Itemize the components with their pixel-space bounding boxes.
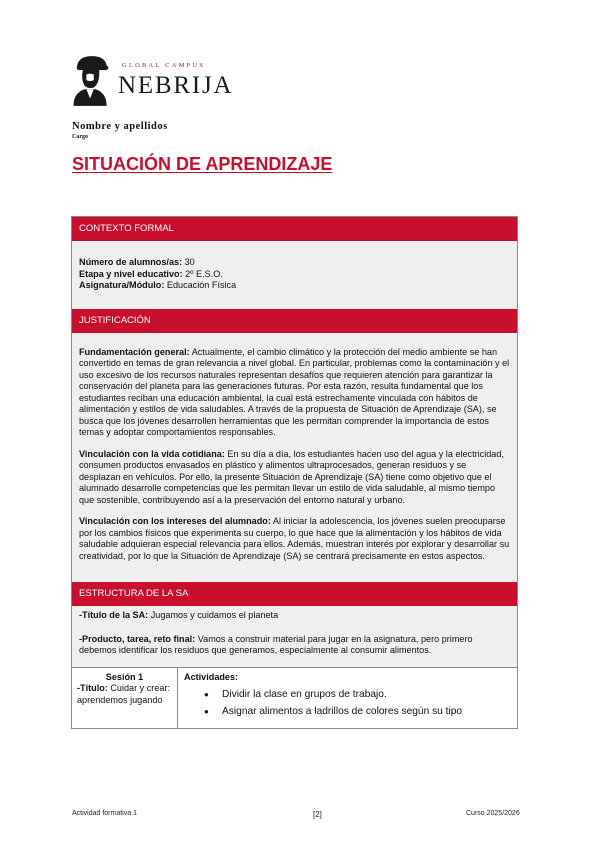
paragraph-text: En su día a día, los estudiantes hacen uso del agua y la electricidad, consumen productos envasados en plástico y alimentos ultraprocesados, generan residuos y se desplazan en vehículos. Por ello, la presente Situación de Aprendizaje (SA) tiene como objetivo que el alumnado desarrolle competencias que les permitan llevar un estilo de vida saludable, al mismo tiempo que sostenible, contribuyendo así a la preservación del entorno natural y urbano. bbox=[79, 448, 504, 505]
paragraph-text: Al iniciar la adolescencia, los jóvenes suelen preocuparse por los cambios físicos que experimenta su cuerpo, lo que hace que la alimentación y los hábitos de vida saludable adquieran especial relevancia para ellos. Además, muestran interés por explorar y desarrollar su creatividad, por lo que la Situación de Aprendizaje (SA) se centrará precisamente en estos aspectos. bbox=[79, 516, 510, 561]
nebrija-bust-logo bbox=[68, 52, 114, 110]
producto-label: -Producto, tarea, reto final: bbox=[79, 633, 196, 644]
contexto-section bbox=[72, 241, 517, 309]
estructura-heading: ESTRUCTURA DE LA SA bbox=[72, 582, 517, 606]
page-number: [2] bbox=[313, 810, 322, 819]
justificacion-section bbox=[72, 333, 517, 583]
paragraph-label: Vinculación con la vida cotidiana: bbox=[79, 448, 225, 459]
justificacion-paragraph bbox=[79, 347, 510, 439]
paragraph-text: Actualmente, el cambio climático y la protección del medio ambiente se han convertido en temas de gran relevancia a nivel global. En particular, problemas como la contaminación y el uso excesivo de los recursos naturales representan desafíos que requieren atención para garantizar la conservación del planeta para las generaciones futuras. Por esta razón, resulta fundamental que los estudiantes reciban una educación ambiental, la cual está estrechamente vinculada con hábitos de alimentación y estilos de vida saludables. A través de la propuesta de Situación de Aprendizaje (SA), se busca que los jóvenes desarrollen herramientas que les permitan comprender la importancia de estos temas y adoptar comportamientos responsables. bbox=[79, 346, 510, 437]
footer-left: Actividad formativa 1 bbox=[72, 810, 137, 817]
cargo-label: Cargo bbox=[72, 134, 88, 140]
sa-title-line bbox=[79, 610, 510, 622]
sa-title-label: -Título de la SA: bbox=[79, 610, 149, 620]
justificacion-heading: JUSTIFICACIÓN bbox=[72, 309, 517, 333]
producto-value: Vamos a construir material para jugar en la asignatura, pero primero debemos identificar los residuos que generamos, especialmente al consumir alimentos. bbox=[79, 633, 473, 655]
session-activities-cell bbox=[178, 668, 517, 728]
logo-subtitle: GLOBAL CAMPUS bbox=[122, 62, 206, 69]
row-value: Educación Física bbox=[164, 280, 237, 290]
justificacion-paragraph bbox=[79, 516, 510, 562]
activity-item: ● Dividir la clase en grupos de trabajo. bbox=[184, 689, 511, 701]
footer-right: Curso 2025/2026 bbox=[466, 810, 520, 817]
sa-document-table bbox=[71, 216, 518, 729]
session-title-label: -Título: bbox=[77, 683, 108, 693]
logo-title: NEBRIJA bbox=[118, 72, 234, 99]
justificacion-paragraph bbox=[79, 449, 510, 507]
activity-item: ● Asignar alimentos a ladrillos de colores según su tipo bbox=[184, 706, 511, 718]
row-label: Número de alumnos/as: bbox=[79, 257, 183, 267]
row-value: 2º E.S.O. bbox=[182, 268, 223, 279]
session-row bbox=[72, 667, 517, 728]
contexto-row bbox=[79, 269, 510, 281]
session-title bbox=[77, 683, 172, 706]
session-title-value: Cuidar y crear: aprendemos jugando bbox=[77, 683, 170, 705]
name-label: Nombre y apellidos bbox=[72, 121, 168, 132]
row-label: Asignatura/Módulo: bbox=[79, 280, 165, 290]
page-title: SITUACIÓN DE APRENDIZAJE bbox=[72, 154, 333, 174]
sa-title-value: Jugamos y cuidamos el planeta bbox=[148, 610, 279, 620]
contexto-row bbox=[79, 257, 510, 269]
activities-list bbox=[184, 689, 511, 718]
activities-label: Actividades: bbox=[184, 671, 239, 682]
contexto-row bbox=[79, 280, 510, 292]
row-label: Etapa y nivel educativo: bbox=[79, 268, 183, 279]
session-number: Sesión 1 bbox=[105, 671, 144, 682]
paragraph-label: Vinculación con los intereses del alumnado: bbox=[79, 516, 271, 526]
producto-line bbox=[79, 634, 510, 657]
row-value: 30 bbox=[182, 257, 195, 267]
contexto-heading: CONTEXTO FORMAL bbox=[72, 217, 517, 241]
session-info-cell bbox=[72, 668, 178, 728]
estructura-section bbox=[72, 606, 517, 667]
paragraph-label: Fundamentación general: bbox=[79, 346, 190, 357]
